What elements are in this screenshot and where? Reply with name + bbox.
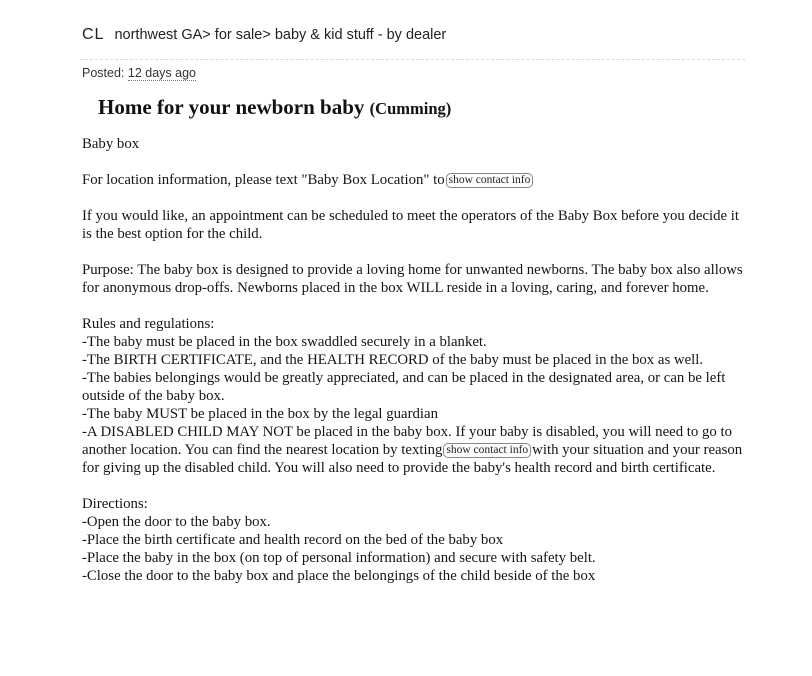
posted-label: Posted: xyxy=(82,66,125,80)
rule-item: -The babies belongings would be greatly appreciated, and can be placed in the designated area, or can be left outside of the baby box. xyxy=(82,370,726,404)
direction-item: -Place the baby in the box (on top of personal information) and secure with safety belt. xyxy=(82,550,596,566)
show-contact-info-button[interactable]: show contact info xyxy=(446,173,534,188)
title-location: (Cumming) xyxy=(369,99,452,118)
site-header xyxy=(82,26,446,44)
posted-time: 12 days ago xyxy=(127,66,196,80)
page-title xyxy=(98,95,451,120)
directions-heading: Directions: xyxy=(82,496,148,512)
show-contact-info-button[interactable]: show contact info xyxy=(443,443,531,458)
posting-body xyxy=(82,135,750,603)
rule-item-disabled-child-rest: with your situation and your reason for giving up the disabled child. You will also need to provide the baby's health record and birth certificate. xyxy=(82,442,743,476)
rule-item: -The baby MUST be placed in the box by the legal guardian xyxy=(82,406,438,422)
posted-info xyxy=(82,66,196,80)
rules-heading: Rules and regulations: xyxy=(82,316,215,332)
rule-item: -The BIRTH CERTIFICATE, and the HEALTH RECORD of the baby must be placed in the box as well. xyxy=(82,352,704,368)
rule-item-disabled-child: -A DISABLED CHILD MAY NOT be placed in the baby box. If your baby is disabled, you will need to go to another location. You can find the nearest location by texting xyxy=(82,424,733,458)
location-info-text: For location information, please text "Baby Box Location" to xyxy=(82,172,445,188)
paragraph-purpose: Purpose: The baby box is designed to provide a loving home for unwanted newborns. The baby box also allows for anonymous drop-offs. Newborns placed in the box WILL reside in a loving, caring, and forever home. xyxy=(82,262,743,296)
direction-item: -Close the door to the baby box and place the belongings of the child beside of the box xyxy=(82,568,596,584)
directions-section xyxy=(82,495,750,585)
breadcrumb[interactable]: northwest GA> for sale> baby & kid stuff - by dealer xyxy=(114,27,447,43)
rules-section xyxy=(82,315,750,477)
direction-item: -Open the door to the baby box. xyxy=(82,514,271,530)
paragraph-appointment: If you would like, an appointment can be scheduled to meet the operators of the Baby Box before you decide it is the best option for the child. xyxy=(82,208,740,242)
rule-item: -The baby must be placed in the box swaddled securely in a blanket. xyxy=(82,334,487,350)
header-divider xyxy=(80,59,745,60)
direction-item: -Place the birth certificate and health record on the bed of the baby box xyxy=(82,532,504,548)
paragraph-baby-box: Baby box xyxy=(82,136,140,152)
title-text: Home for your newborn baby xyxy=(98,95,365,119)
paragraph-location-info xyxy=(82,171,750,189)
craigslist-logo[interactable]: CL xyxy=(82,26,105,43)
